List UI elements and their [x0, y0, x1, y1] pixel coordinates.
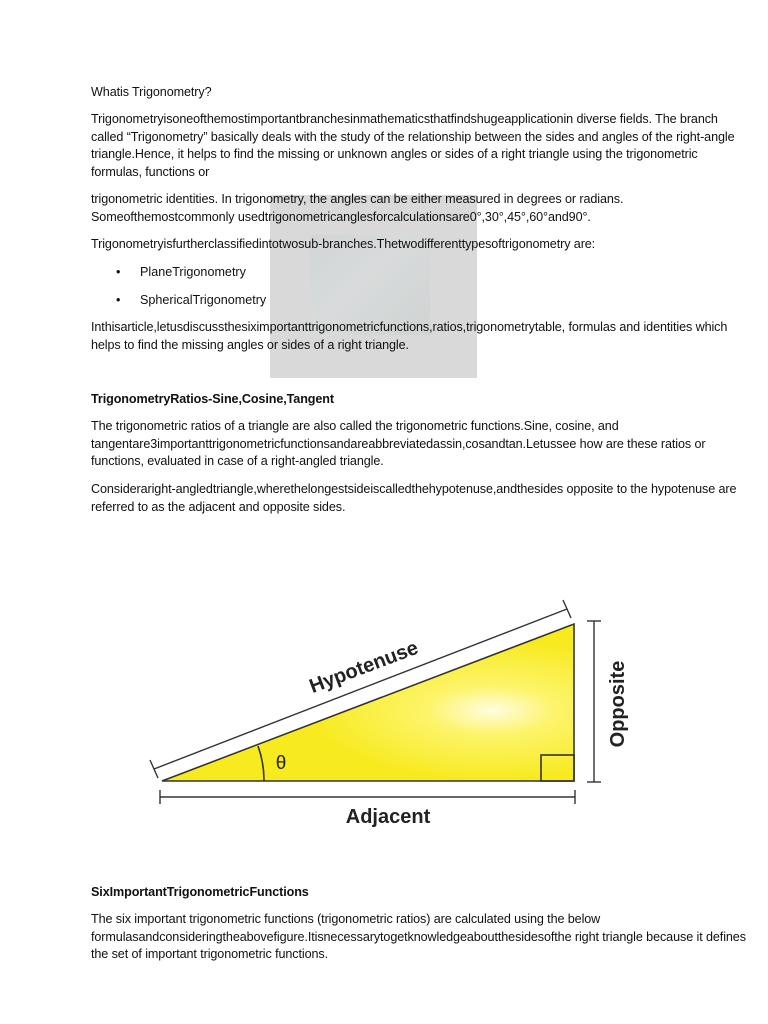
- hypotenuse-tick-left: [150, 760, 158, 778]
- classification-paragraph: Trigonometryisfurtherclassifiedintotwosub-branches.Thetwodifferenttypesoftrigonometry are:: [91, 237, 596, 251]
- intro-paragraph: Trigonometryisoneofthemostimportantbranchesinmathematicsthatfindshugeapplicationin diverse fields. The branch called “Trigonometry” basically deals with the study of the relationship between the sides and angles of the right-angle triangle.Hence, it helps to find the missing or unknown angles or sides of a right triangle using the trigonometric formulas, functions or: [91, 112, 735, 179]
- identities-paragraph: trigonometric identities. In trigonometry, the angles can be either measured in degrees or radians. Someofthemostcommonly usedtrigonometricanglesforcalculationsare0°,30°,45°,60°and90°.: [91, 192, 624, 224]
- ratios-paragraph: The trigonometric ratios of a triangle are also called the trigonometric functions.Sine, cosine, and tangentare3importanttrigonometricfunctionsandareabbreviatedassin,cosandtan.Letussee how are these ratios or functions, evaluated in case of a right-angled triangle.: [91, 419, 706, 468]
- opposite-label: Opposite: [607, 660, 629, 748]
- bullet-dot: •: [116, 265, 121, 279]
- heading-trig-ratios: TrigonometryRatios-Sine,Cosine,Tangent: [91, 392, 334, 406]
- bullet-label: PlaneTrigonometry: [140, 265, 246, 279]
- hypotenuse-tick-right: [563, 600, 571, 618]
- bullet-item-plane: [116, 264, 246, 282]
- bullet-item-spherical: [116, 292, 266, 310]
- bullet-label: SphericalTrigonometry: [140, 293, 267, 307]
- right-triangle-figure: [140, 590, 640, 840]
- hypotenuse-label: Hypotenuse: [306, 636, 422, 698]
- triangle-shape: [162, 624, 574, 781]
- article-scope-paragraph: Inthisarticle,letusdiscussthesiximportanttrigonometricfunctions,ratios,trigonometrytable, formulas and identities which helps to find the missing angles or sides of a right triangle.: [91, 320, 728, 352]
- six-functions-paragraph: The six important trigonometric functions (trigonometric ratios) are calculated using the below formulasandconsideringtheabovefigure.Itisnecessarytogetknowledgeaboutthesidesofthe right triangle because it defines the set of important trigonometric functions.: [91, 912, 746, 961]
- angle-theta-label: θ: [275, 753, 287, 774]
- heading-six-functions: SixImportantTrigonometricFunctions: [91, 885, 309, 899]
- bullet-dot: •: [116, 293, 121, 307]
- right-triangle-paragraph: Consideraright-angledtriangle,wherethelongestsideiscalledthehypotenuse,andthesides opposite to the hypotenuse are referred to as the adjacent and opposite sides.: [91, 482, 737, 514]
- adjacent-label: Adjacent: [345, 806, 431, 828]
- section-title-what-is-trigonometry: Whatis Trigonometry?: [91, 85, 212, 99]
